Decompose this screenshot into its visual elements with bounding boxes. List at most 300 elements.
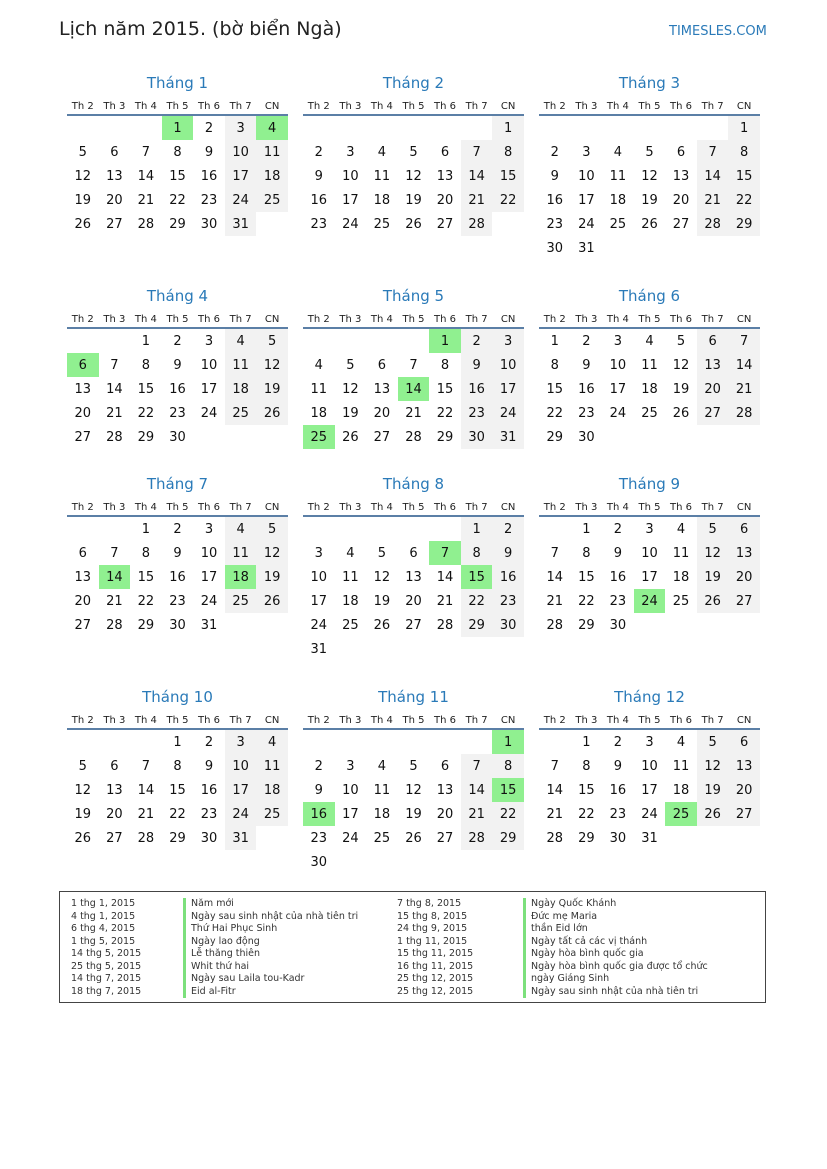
day-cell: 28 [461,826,493,850]
weekday-label: Th 7 [701,314,724,325]
holiday-day-cell: 4 [256,116,288,140]
day-cell: 16 [546,192,564,208]
day-cell: 13 [373,381,391,397]
day-cell: 26 [256,589,288,613]
day-cell: 27 [672,216,690,232]
day-cell: 24 [641,806,658,822]
holiday-day-cell: 15 [492,778,524,802]
day-cell: 24 [225,188,257,212]
day-cell: 18 [609,192,627,208]
day-cell: 23 [609,593,627,609]
day-cell: 29 [436,429,454,445]
weekday-header [539,94,760,116]
month-title: Tháng 7 [146,475,209,493]
empty-cell [67,730,99,754]
day-cell: 14 [137,168,155,184]
day-cell: 27 [106,830,123,846]
day-cell: 8 [492,140,524,164]
day-cell: 5 [377,545,387,561]
holiday-day-cell: 1 [492,730,524,754]
holiday-name: Ngày Quốc Khánh [523,898,616,911]
day-cell: 13 [728,754,760,778]
day-cell: 18 [373,192,391,208]
weekday-label: Th 6 [434,314,457,325]
empty-cell [335,116,367,140]
month-calendar [303,473,524,661]
day-cell: 7 [141,758,151,774]
day-grid [303,116,524,236]
day-cell: 1 [461,517,493,541]
holiday-name: Đức mẹ Maria [523,911,597,924]
day-cell: 16 [609,782,627,798]
day-cell: 4 [346,545,355,561]
weekday-header [303,495,524,517]
weekday-header [303,307,524,329]
day-cell: 21 [436,593,454,609]
day-cell: 30 [609,830,627,846]
day-cell: 21 [106,593,123,609]
day-cell: 24 [609,405,627,421]
day-cell: 30 [200,830,218,846]
day-cell: 21 [697,188,729,212]
weekday-label: Th 4 [606,502,629,513]
weekday-label: Th 2 [71,314,94,325]
day-cell: 7 [697,140,729,164]
day-cell: 8 [728,140,760,164]
weekday-label: Th 3 [339,502,362,513]
empty-cell [303,329,335,353]
day-cell: 3 [225,730,257,754]
day-cell: 11 [641,357,658,373]
day-cell: 24 [200,405,218,421]
weekday-label: Th 7 [465,715,488,726]
day-cell: 20 [728,778,760,802]
day-cell: 26 [373,617,391,633]
day-cell: 31 [578,240,595,256]
day-cell: 13 [672,168,690,184]
month-calendar [67,473,288,637]
day-cell: 23 [609,806,627,822]
day-cell: 8 [492,754,524,778]
weekday-label: Th 3 [103,101,126,112]
day-cell: 30 [461,425,493,449]
weekday-header [67,94,288,116]
weekday-label: Th 5 [638,715,661,726]
day-cell: 26 [697,802,729,826]
day-cell: 25 [641,405,658,421]
day-cell: 14 [546,569,564,585]
day-cell: 9 [613,545,623,561]
day-cell: 24 [342,216,359,232]
weekday-label: Th 6 [198,314,221,325]
day-cell: 31 [200,617,218,633]
day-cell: 31 [641,830,658,846]
day-cell: 15 [169,782,186,798]
day-cell: 11 [342,569,359,585]
weekday-label: Th 3 [575,502,598,513]
day-cell: 28 [728,401,760,425]
day-cell: 10 [200,357,218,373]
day-cell: 16 [609,569,627,585]
weekday-label: CN [500,314,516,325]
holiday-date: 1 thg 5, 2015 [71,935,136,947]
weekday-header [303,708,524,730]
weekday-label: Th 2 [543,314,566,325]
day-cell: 20 [106,192,123,208]
day-cell: 11 [225,541,257,565]
month-calendar [539,686,760,850]
month-calendar [303,285,524,449]
day-cell: 30 [200,216,218,232]
day-cell: 20 [373,405,391,421]
weekday-label: Th 7 [701,502,724,513]
day-cell: 25 [256,188,288,212]
day-cell: 18 [641,381,658,397]
weekday-header [539,708,760,730]
weekday-label: CN [736,715,752,726]
empty-cell [398,730,430,754]
day-cell: 27 [436,830,454,846]
month-title: Tháng 2 [382,74,445,92]
day-cell: 18 [373,806,391,822]
day-cell: 16 [169,381,186,397]
empty-cell [335,517,367,541]
weekday-label: Th 4 [134,715,157,726]
weekday-header [67,495,288,517]
day-cell: 4 [676,521,686,537]
day-cell: 7 [110,545,119,561]
day-cell: 3 [204,521,214,537]
empty-cell [539,730,571,754]
day-cell: 9 [204,144,214,160]
day-cell: 7 [728,329,760,353]
day-cell: 16 [310,192,328,208]
day-cell: 18 [256,778,288,802]
day-cell: 1 [550,333,559,349]
day-cell: 26 [342,429,359,445]
weekday-label: Th 2 [307,101,330,112]
day-cell: 17 [492,377,524,401]
month-title: Tháng 3 [618,74,681,92]
day-cell: 16 [578,381,595,397]
day-cell: 16 [200,168,218,184]
month-title: Tháng 4 [146,287,209,305]
holiday-date: 16 thg 11, 2015 [397,960,474,972]
day-cell: 4 [256,730,288,754]
day-cell: 5 [346,357,355,373]
day-cell: 17 [200,569,218,585]
day-cell: 6 [110,758,119,774]
day-cell: 6 [409,545,418,561]
weekday-label: Th 6 [434,715,457,726]
day-cell: 6 [728,730,760,754]
day-cell: 29 [461,613,493,637]
day-cell: 3 [346,758,355,774]
empty-cell [67,517,99,541]
day-cell: 1 [492,116,524,140]
day-cell: 29 [578,617,595,633]
weekday-label: Th 2 [543,715,566,726]
empty-cell [461,116,493,140]
weekday-label: Th 2 [307,314,330,325]
day-cell: 23 [578,405,595,421]
weekday-label: Th 7 [465,101,488,112]
day-cell: 26 [672,405,690,421]
day-cell: 4 [377,144,387,160]
day-cell: 12 [405,782,422,798]
day-cell: 31 [310,641,328,657]
empty-cell [366,329,398,353]
weekday-label: Th 4 [370,314,393,325]
day-cell: 6 [440,144,450,160]
day-cell: 23 [492,589,524,613]
day-cell: 5 [256,517,288,541]
day-cell: 21 [546,806,564,822]
day-cell: 25 [373,830,391,846]
weekday-header [539,307,760,329]
day-grid [539,730,760,850]
day-cell: 16 [200,782,218,798]
day-grid [67,329,288,449]
day-cell: 17 [200,381,218,397]
day-cell: 6 [728,517,760,541]
day-cell: 19 [256,377,288,401]
day-cell: 20 [697,377,729,401]
day-cell: 23 [546,216,564,232]
empty-cell [303,730,335,754]
weekday-label: CN [500,502,516,513]
month-title: Tháng 10 [142,688,213,706]
day-cell: 8 [141,545,151,561]
day-cell: 26 [697,589,729,613]
day-cell: 22 [137,593,155,609]
month-calendar [539,72,760,260]
day-cell: 12 [74,168,92,184]
month-calendar [67,285,288,449]
weekday-label: Th 2 [71,502,94,513]
day-cell: 13 [74,569,92,585]
day-cell: 17 [342,192,359,208]
day-cell: 20 [106,806,123,822]
day-cell: 10 [225,754,257,778]
weekday-label: Th 4 [606,715,629,726]
day-cell: 2 [582,333,591,349]
day-cell: 11 [373,168,391,184]
holiday-date: 14 thg 5, 2015 [71,948,142,959]
day-cell: 12 [342,381,359,397]
day-cell: 10 [609,357,627,373]
day-cell: 21 [546,593,564,609]
holiday-date: 25 thg 12, 2015 [397,973,474,984]
day-cell: 9 [314,782,323,798]
weekday-label: Th 5 [166,715,189,726]
day-cell: 5 [78,758,87,774]
weekday-label: Th 6 [198,502,221,513]
day-cell: 29 [578,830,595,846]
empty-cell [398,517,430,541]
day-cell: 22 [492,188,524,212]
empty-cell [571,116,603,140]
day-cell: 4 [676,734,686,750]
day-cell: 10 [342,782,359,798]
holiday-date: 24 thg 9, 2015 [397,923,468,934]
day-cell: 19 [373,593,391,609]
empty-cell [130,116,162,140]
day-cell: 10 [641,758,658,774]
day-cell: 9 [314,168,323,184]
weekday-label: Th 5 [402,101,425,112]
day-cell: 14 [546,782,564,798]
weekday-label: Th 6 [670,101,693,112]
day-cell: 29 [137,429,155,445]
day-cell: 25 [225,589,257,613]
day-cell: 14 [137,782,155,798]
weekday-label: Th 7 [229,314,252,325]
empty-cell [602,116,634,140]
day-cell: 2 [461,329,493,353]
day-grid [539,517,760,637]
weekday-label: Th 4 [134,101,157,112]
day-cell: 29 [137,617,155,633]
holiday-date: 1 thg 1, 2015 [71,898,136,909]
empty-cell [398,329,430,353]
day-cell: 5 [256,329,288,353]
day-cell: 10 [225,140,257,164]
day-cell: 22 [436,405,454,421]
holiday-name: Eid al-Fitr [183,986,236,999]
day-cell: 22 [137,405,155,421]
weekday-label: Th 7 [465,314,488,325]
month-title: Tháng 6 [618,287,681,305]
day-cell: 24 [225,802,257,826]
day-cell: 9 [492,541,524,565]
weekday-label: Th 5 [166,101,189,112]
day-cell: 3 [314,545,323,561]
weekday-label: Th 3 [339,314,362,325]
empty-cell [130,730,162,754]
holiday-name: Ngày lao động [183,936,260,949]
weekday-label: Th 5 [402,314,425,325]
day-cell: 29 [728,212,760,236]
empty-cell [539,116,571,140]
weekday-label: CN [264,502,280,513]
weekday-label: Th 5 [166,314,189,325]
day-cell: 23 [310,830,328,846]
day-cell: 15 [169,168,186,184]
empty-cell [67,329,99,353]
holiday-name: Ngày tất cả các vị thánh [523,936,647,949]
day-cell: 3 [225,116,257,140]
day-cell: 31 [225,826,257,850]
holiday-day-cell: 15 [461,565,493,589]
day-cell: 17 [641,569,658,585]
holiday-day-cell: 6 [67,353,99,377]
weekday-header [303,94,524,116]
weekday-label: Th 3 [103,314,126,325]
day-cell: 30 [546,240,564,256]
holiday-name: Lễ thăng thiên [183,948,260,961]
day-cell: 17 [310,593,328,609]
day-cell: 8 [582,758,591,774]
weekday-label: Th 7 [229,101,252,112]
month-title: Tháng 8 [382,475,445,493]
empty-cell [366,517,398,541]
weekday-label: Th 7 [229,715,252,726]
empty-cell [99,730,131,754]
day-cell: 20 [74,405,92,421]
day-cell: 11 [225,353,257,377]
empty-cell [335,329,367,353]
day-cell: 1 [141,521,151,537]
holiday-name: ngày Giáng Sinh [523,973,609,986]
day-cell: 27 [405,617,422,633]
day-cell: 13 [405,569,422,585]
day-cell: 11 [609,168,627,184]
day-cell: 14 [697,164,729,188]
day-cell: 24 [578,216,595,232]
holiday-day-cell: 7 [429,541,461,565]
holiday-name: Ngày sau sinh nhật của nhà tiên tri [183,911,358,924]
day-cell: 20 [74,593,92,609]
day-cell: 18 [342,593,359,609]
weekday-label: Th 5 [166,502,189,513]
day-cell: 21 [461,188,493,212]
day-cell: 26 [405,216,422,232]
day-cell: 24 [492,401,524,425]
site-link[interactable]: TIMESLES.COM [669,24,767,39]
day-cell: 8 [440,357,450,373]
day-cell: 8 [550,357,559,373]
day-cell: 3 [645,521,654,537]
day-cell: 2 [314,144,323,160]
day-cell: 23 [169,593,186,609]
day-cell: 26 [641,216,658,232]
weekday-label: Th 5 [402,715,425,726]
day-cell: 12 [697,754,729,778]
day-cell: 2 [613,521,623,537]
day-cell: 22 [169,806,186,822]
day-cell: 7 [461,140,493,164]
empty-cell [366,730,398,754]
day-cell: 9 [173,545,182,561]
day-cell: 27 [373,429,391,445]
day-cell: 18 [672,782,690,798]
empty-cell [99,517,131,541]
day-cell: 12 [373,569,391,585]
empty-cell [366,116,398,140]
page-title: Lịch năm 2015. (bờ biển Ngà) [59,18,342,40]
day-cell: 2 [173,521,182,537]
day-cell: 21 [137,806,155,822]
day-cell: 27 [728,802,760,826]
holiday-date: 4 thg 1, 2015 [71,910,136,922]
day-cell: 16 [461,377,493,401]
day-cell: 7 [110,357,119,373]
empty-cell [429,517,461,541]
holiday-name: Whit thứ hai [183,961,249,974]
holiday-name: Ngày hòa bình quốc gia [523,948,644,961]
day-cell: 21 [137,192,155,208]
weekday-label: Th 7 [465,502,488,513]
day-cell: 17 [609,381,627,397]
empty-cell [634,116,666,140]
weekday-label: Th 2 [71,101,94,112]
day-cell: 27 [697,401,729,425]
day-cell: 1 [582,521,591,537]
day-cell: 29 [546,429,564,445]
day-cell: 14 [728,353,760,377]
weekday-label: Th 4 [606,314,629,325]
